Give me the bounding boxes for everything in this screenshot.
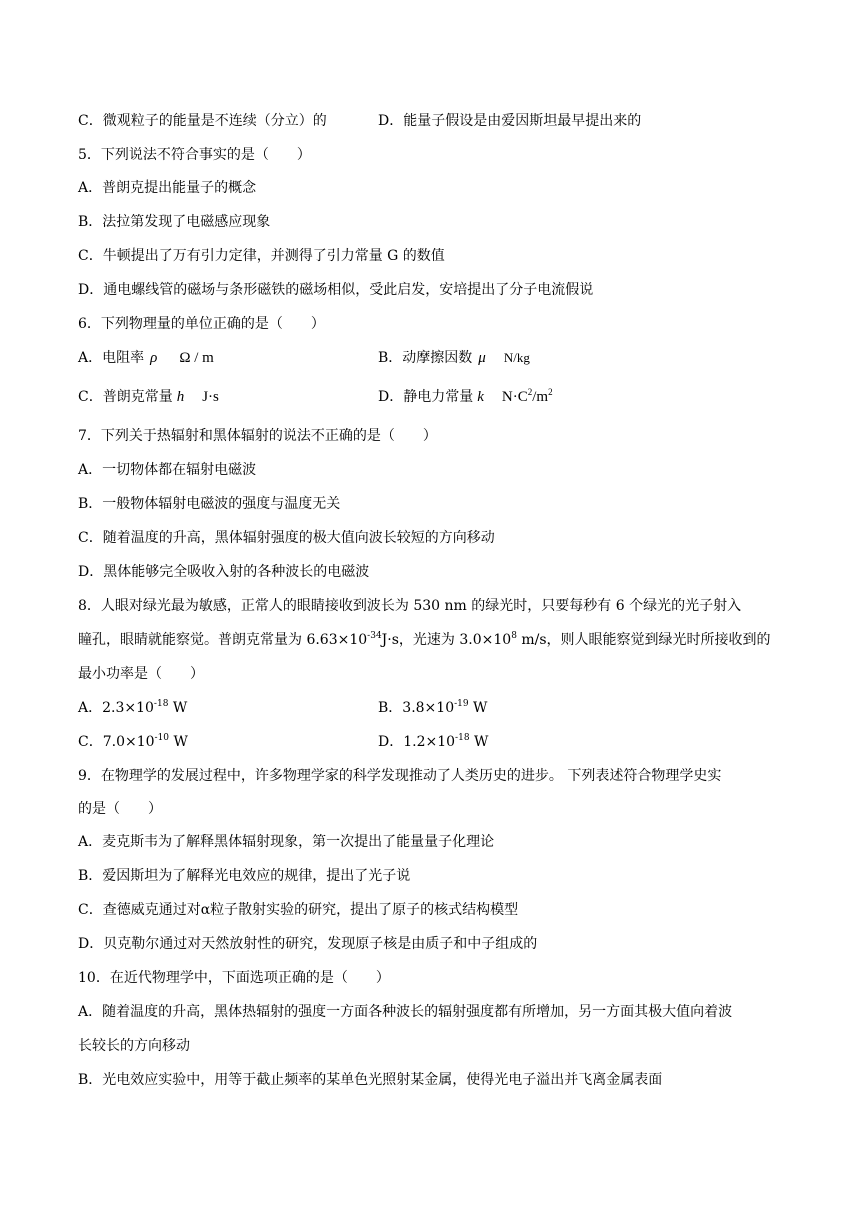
q8-option-d <box>378 732 488 752</box>
q6-option-c <box>78 387 219 407</box>
option-text: W <box>168 700 188 716</box>
option-text: D．1.2×10 <box>378 734 456 750</box>
q8-stem-part: m/s，则人眼能察觉到绿光时所接收到的 <box>516 632 771 648</box>
q6-option-d <box>378 387 553 407</box>
unit-part: /m <box>532 389 549 405</box>
q5-option-b: B．法拉第发现了电磁感应现象 <box>78 214 271 230</box>
q9-option-a: A．麦克斯韦为了解释黑体辐射现象，第一次提出了能量量子化理论 <box>78 834 495 850</box>
option-text: W <box>468 700 488 716</box>
q9-option-c: C．查德威克通过对α粒子散射实验的研究，提出了原子的核式结构模型 <box>78 902 519 918</box>
q6-stem: 6．下列物理量的单位正确的是（ ） <box>78 316 325 332</box>
exponent: -18 <box>455 733 470 743</box>
q9-stem-line1: 9．在物理学的发展过程中，许多物理学家的科学发现推动了人类历史的进步。 下列表述符合物理学史实 <box>78 768 722 784</box>
q10-option-a-line2: 长较长的方向移动 <box>78 1038 190 1054</box>
exponent: -19 <box>454 699 469 709</box>
exponent: -18 <box>153 699 169 709</box>
q10-option-b: B．光电效应实验中，用等于截止频率的某单色光照射某金属，使得光电子溢出并飞离金属表面 <box>78 1072 663 1088</box>
q8-stem-part: J·s，光速为 3.0×10 <box>381 632 512 648</box>
q6-option-c-label: C．普朗克常量 <box>78 389 173 405</box>
q6-option-b-unit: N/kg <box>503 350 530 365</box>
option-text: W <box>469 734 489 750</box>
exponent: -34 <box>367 631 382 641</box>
q7-option-c: C．随着温度的升高，黑体辐射强度的极大值向波长较短的方向移动 <box>78 530 495 546</box>
q6-option-c-unit: J·s <box>202 389 219 405</box>
q7-stem: 7．下列关于热辐射和黑体辐射的说法不正确的是（ ） <box>78 428 437 444</box>
q8-stem-line1: 8．人眼对绿光最为敏感，正常人的眼睛接收到波长为 530 nm 的绿光时，只要每秒有 6 个绿光的光子射入 <box>78 598 742 614</box>
q5-option-d: D．通电螺线管的磁场与条形磁铁的磁场相似，受此启发，安培提出了分子电流假说 <box>78 282 594 298</box>
q5-option-c: C．牛顿提出了万有引力定律，并测得了引力常量 G 的数值 <box>78 248 445 264</box>
q5-stem: 5．下列说法不符合事实的是（ ） <box>78 147 311 163</box>
option-text: W <box>169 734 188 750</box>
q10-option-a-line1: A．随着温度的升高，黑体热辐射的强度一方面各种波长的辐射强度都有所增加，另一方面其极大值向着波 <box>78 1004 733 1020</box>
q8-option-c <box>78 732 188 752</box>
unit-exponent: 2 <box>527 387 533 397</box>
rho-symbol: ρ <box>150 350 158 366</box>
q7-option-b: B．一般物体辐射电磁波的强度与温度无关 <box>78 496 341 512</box>
option-text: C．7.0×10 <box>78 734 155 750</box>
q6-option-a-label: A．电阻率 <box>78 350 145 366</box>
q8-stem-line3: 最小功率是（ ） <box>78 666 204 682</box>
q4-option-c: C．微观粒子的能量是不连续（分立）的 <box>78 113 327 129</box>
q9-option-b: B．爱因斯坦为了解释光电效应的规律，提出了光子说 <box>78 868 411 884</box>
unit-part: N·C <box>501 389 528 405</box>
q9-stem-line2: 的是（ ） <box>78 801 162 817</box>
q7-option-d: D．黑体能够完全吸收入射的各种波长的电磁波 <box>78 564 370 580</box>
mu-symbol: μ <box>478 350 486 366</box>
q6-option-b <box>378 348 530 368</box>
exponent: 8 <box>511 631 517 641</box>
q6-option-a <box>78 348 214 368</box>
q8-stem-line2 <box>78 630 771 650</box>
option-text: A．2.3×10 <box>78 700 154 716</box>
q8-option-b <box>378 698 487 718</box>
q10-stem: 10．在近代物理学中，下面选项正确的是（ ） <box>78 970 390 986</box>
exponent: -10 <box>154 733 170 743</box>
q6-option-a-unit: Ω / m <box>179 350 214 366</box>
q6-option-b-label: B．动摩擦因数 <box>378 350 473 366</box>
q5-option-a: A．普朗克提出能量子的概念 <box>78 180 257 196</box>
option-text: B．3.8×10 <box>378 700 455 716</box>
q4-option-d: D．能量子假设是由爱因斯坦最早提出来的 <box>378 113 642 129</box>
q6-option-d-unit <box>502 389 553 405</box>
q8-option-a <box>78 698 187 718</box>
unit-exponent: 2 <box>548 387 553 397</box>
q9-option-d: D．贝克勒尔通过对天然放射性的研究，发现原子核是由质子和中子组成的 <box>78 936 538 952</box>
h-symbol: h <box>176 389 185 405</box>
q8-stem-part: 瞳孔，眼睛就能察觉。普朗克常量为 6.63×10 <box>78 632 368 648</box>
k-symbol: k <box>477 389 484 405</box>
q7-option-a: A．一切物体都在辐射电磁波 <box>78 462 257 478</box>
q6-option-d-label: D．静电力常量 <box>378 389 474 405</box>
